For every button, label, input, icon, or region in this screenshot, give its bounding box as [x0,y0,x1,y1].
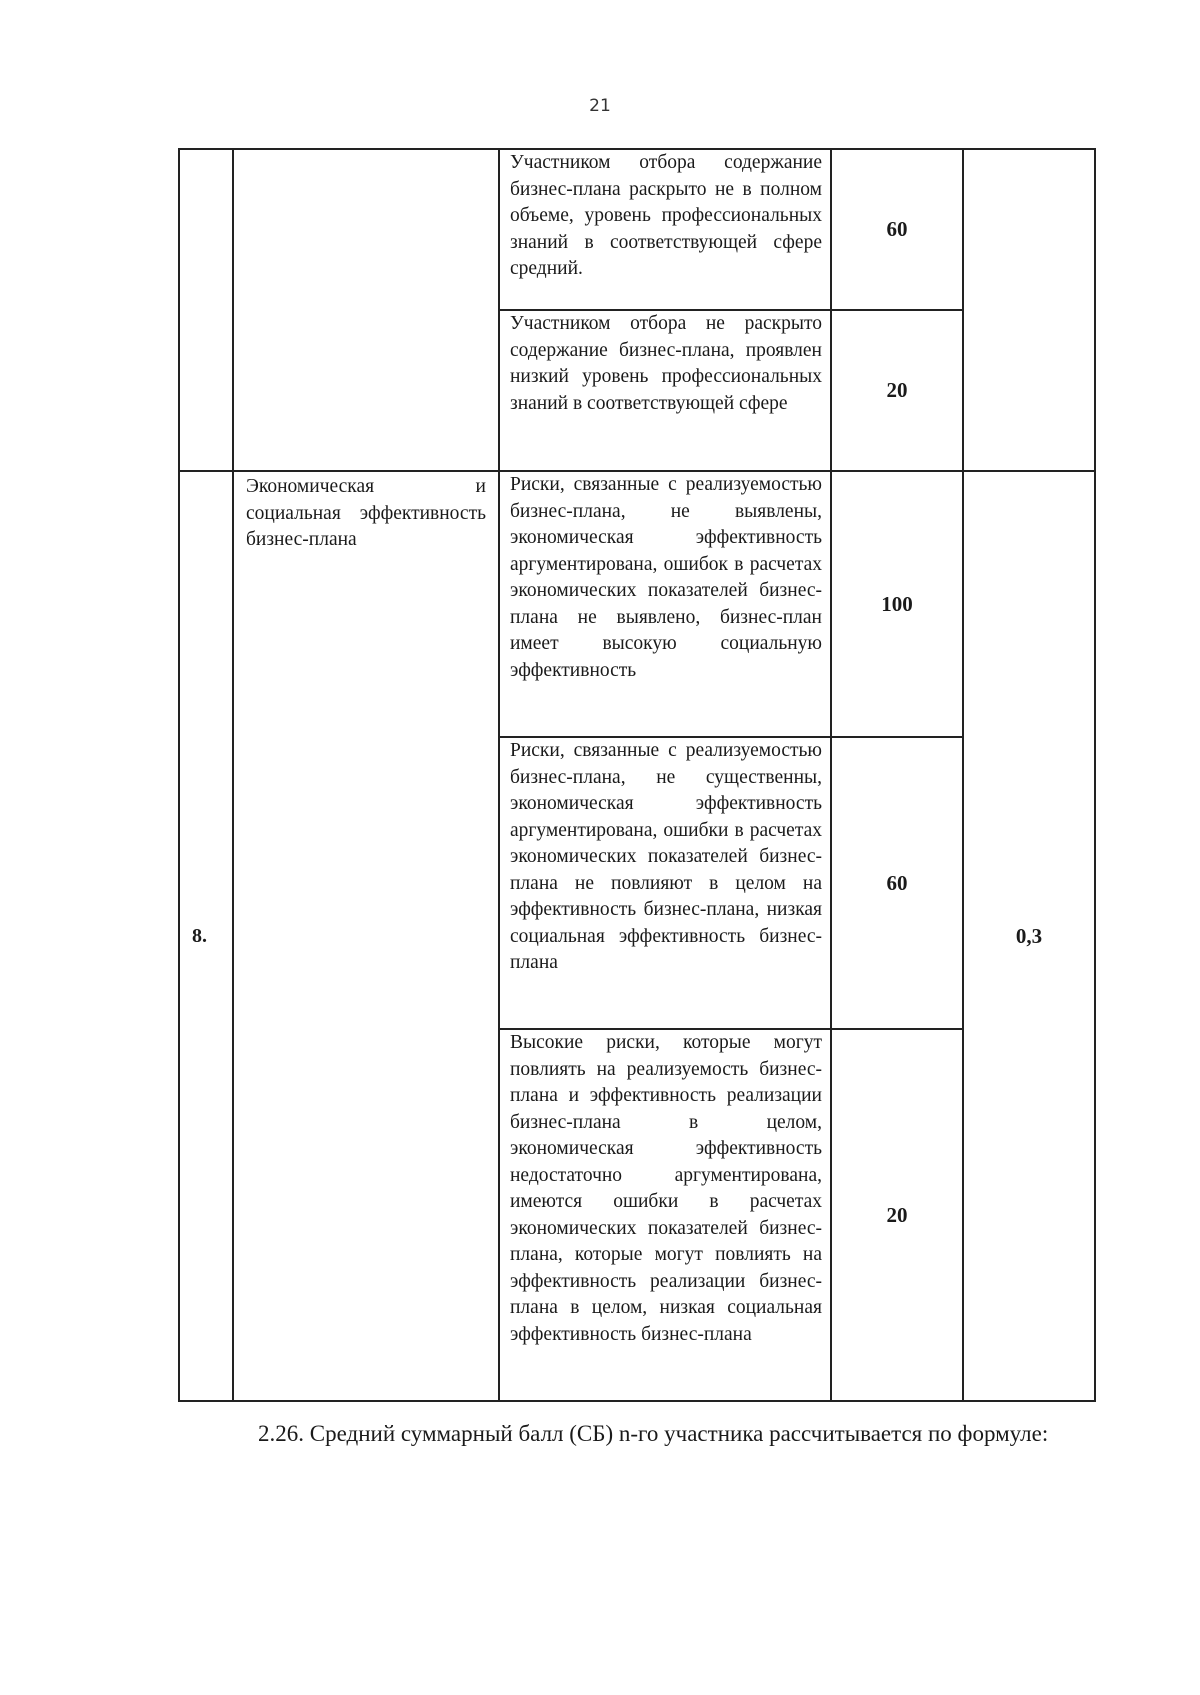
section-number: 8. [179,471,233,1401]
criterion-name: Экономическая и социальная эффективность бизнес-плана [233,471,499,1401]
score-description: Высокие риски, которые могут повлиять на реализуемость бизнес-плана и эффективность реализации бизнес-плана в целом, экономическая эффективность недостаточно аргументирована, имеются ошибки в расчетах экономических показателей бизнес-плана, которые могут повлиять на эффективность реализации бизнес-плана в целом, низкая социальная эффективность бизнес-плана [499,1029,831,1401]
score-value: 60 [831,149,963,310]
criterion-weight: 0,3 [963,471,1095,1401]
score-value: 20 [831,1029,963,1401]
table-row [179,471,1095,737]
score-description: Участником отбора не раскрыто содержание бизнес-плана, проявлен низкий уровень профессиональных знаний в соответствующей сфере [499,310,831,471]
table-cell-empty [963,149,1095,471]
table-cell-empty [179,149,233,471]
table-cell-empty [233,149,499,471]
score-description: Участником отбора содержание бизнес-плана раскрыто не в полном объеме, уровень профессиональных знаний в соответствующей сфере средний. [499,149,831,310]
formula-intro-paragraph: 2.26. Средний суммарный балл (СБ) n-го участника рассчитывается по формуле: [258,1421,1049,1446]
score-value: 60 [831,737,963,1029]
score-description: Риски, связанные с реализуемостью бизнес-плана, не существенны, экономическая эффективность аргументирована, ошибки в расчетах экономических показателей бизнес-плана не повлияют в целом на эффективность бизнес-плана, низкая социальная эффективность бизнес-плана [499,737,831,1029]
score-value: 20 [831,310,963,471]
criteria-table [178,148,1096,1402]
score-description: Риски, связанные с реализуемостью бизнес-плана, не выявлены, экономическая эффективность аргументирована, ошибок в расчетах экономических показателей бизнес-плана не выявлено, бизнес-план имеет высокую социальную эффективность [499,471,831,737]
table-row [179,149,1095,310]
page-number: 21 [589,96,611,116]
score-value: 100 [831,471,963,737]
